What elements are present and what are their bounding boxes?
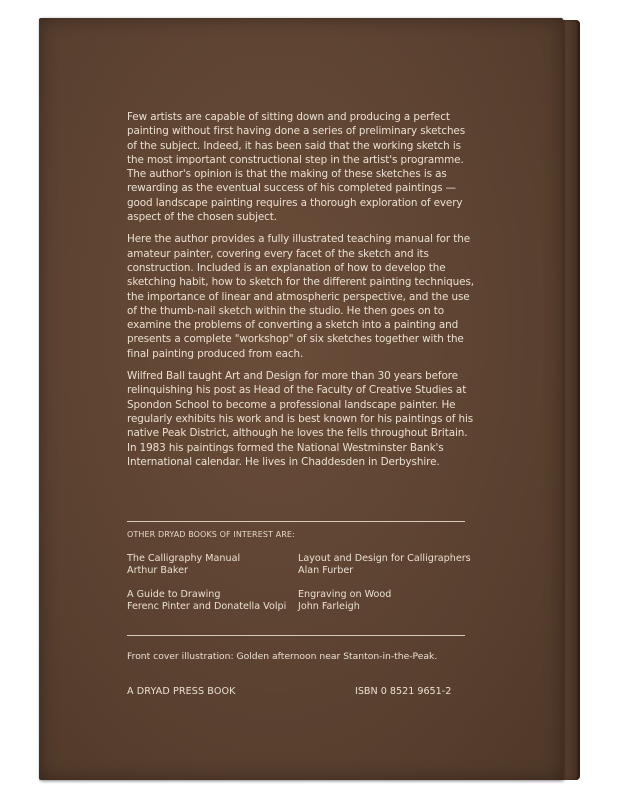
book-title: The Calligraphy Manual (127, 553, 241, 564)
book-title: Engraving on Wood (298, 589, 392, 600)
author-bio-paragraph: Wilfred Ball taught Art and Design for more than 30 years before relinquishing his post as Head of the Faculty of Creative Studies at Spondon School to become a professional landscape painter. He regularly exhibits his work and is best known for his paintings of his native Peak District, although he loves the fells throughout Britain. In 1983 his paintings formed the National Westminster Bank's International calendar. He lives in Chaddesden in Derbyshire. (127, 370, 474, 468)
book-author: John Farleigh (298, 601, 360, 612)
book-author: Arthur Baker (127, 565, 188, 576)
divider-top (127, 521, 465, 522)
publisher-imprint: A DRYAD PRESS BOOK (127, 686, 236, 697)
book-entry (127, 553, 240, 577)
blurb-paragraph-2: Here the author provides a fully illustrated teaching manual for the amateur painter, covering every facet of the sketch and its construction. Included is an explanation of how to develop the sketching habit, how to sketch for the different painting techniques, the importance of linear and atmospheric perspective, and the use of the thumb-nail sketch within the studio. He then goes on to examine the problems of converting a sketch into a painting and presents a complete "workshop" of six sketches together with the final painting produced from each. (127, 233, 474, 360)
cover-illustration-credit: Front cover illustration: Golden afternoon near Stanton-in-the-Peak. (127, 651, 438, 662)
book-entry (298, 589, 391, 613)
book-title: Layout and Design for Calligraphers (298, 553, 471, 564)
blurb (127, 110, 477, 477)
isbn-number: ISBN 0 8521 9651-2 (355, 686, 452, 697)
book-entry (127, 589, 286, 613)
blurb-paragraph-1: Few artists are capable of sitting down and producing a perfect painting without first having done a series of preliminary sketches of the subject. Indeed, it has been said that the working sketch is the most important constructional step in the artist's programme. The author's opinion is that the making of these sketches is as rewarding as the eventual success of his completed paintings — good landscape painting requires a thorough exploration of every aspect of the chosen subject. (127, 111, 466, 224)
divider-bottom (127, 635, 465, 636)
other-books-heading: OTHER DRYAD BOOKS OF INTEREST ARE: (127, 530, 295, 539)
book-author: Ferenc Pinter and Donatella Volpi (127, 601, 287, 612)
book-entry (298, 553, 471, 577)
book-title: A Guide to Drawing (127, 589, 221, 600)
book-author: Alan Furber (298, 565, 354, 576)
